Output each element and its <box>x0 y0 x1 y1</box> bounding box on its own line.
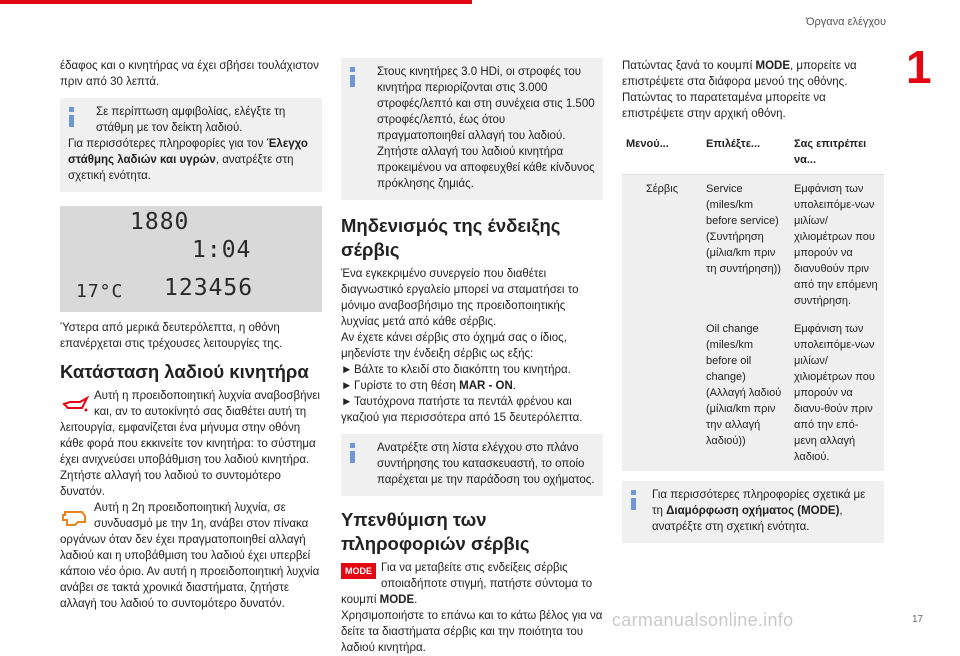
table-cell: Εμφάνιση των υπολειπόμε-νων μιλίων/χιλιομέτρων που μπορούν να διανυθούν πριν από την επόμενη συντήρηση. <box>790 175 884 316</box>
after-photo-text: Ύστερα από μερικά δευτερόλεπτα, η οθόνη επανέρχεται στις τρέχουσες λειτουργίες της. <box>60 322 283 350</box>
arrows-paragraph: Χρησιμοποιήστε το επάνω και το κάτω βέλος για να δείτε τα διαστήματα σέρβις και την ποιότητα του λαδιού κινητήρα. <box>341 610 603 654</box>
info-icon <box>69 107 75 127</box>
checklist-note <box>341 434 603 496</box>
checklist-note-text: Ανατρέξτε στη λίστα ελέγχου στο πλάνο συντήρησης του κατασκευαστή, το οποίο παρέχεται με την παράδοση του οχήματος. <box>377 442 595 486</box>
section-heading: Κατάσταση λαδιού κινητήρα <box>60 361 309 382</box>
oil-can-icon <box>60 390 90 420</box>
note-line: Σε περίπτωση αμφιβολίας, ελέγξτε τη στάθμη με τον δείκτη λαδιού. <box>96 106 286 134</box>
header-title: Όργανα ελέγχου <box>806 16 886 28</box>
lcd-temperature: 17°C <box>76 281 124 302</box>
info-note <box>60 98 322 192</box>
column-2 <box>341 58 603 656</box>
reset-paragraph-1: Ένα εγκεκριμένο συνεργείο που διαθέτει διαγνωστικό εργαλείο μπορεί να σταματήσει το μόνιμο αναβοσβήσιμο της προειδοποιητικής λυχνίας μετά από κάθε σέρβις. <box>341 268 579 328</box>
info-icon <box>350 443 356 463</box>
info-icon <box>350 67 356 87</box>
bullet-item: ► Ταυτόχρονα πατήστε τα πεντάλ φρένου και γκαζιού για περισσότερα από 15 δευτερόλεπτα. <box>341 396 583 424</box>
info-icon <box>631 490 637 510</box>
table-header: Σας επιτρέπει να... <box>790 130 884 175</box>
table-cell: Εμφάνιση των υπολειπόμε-νων μιλίων/χιλιομέτρων που μπορούν να διανυ-θούν πριν από την επό-μενη αλλαγή λαδιού. <box>790 315 884 471</box>
table-header: Επιλέξτε... <box>702 130 790 175</box>
long-press-paragraph: Πατώντας το παρατεταμένα μπορείτε να επιστρέψετε στην αρχική οθόνη. <box>622 92 826 120</box>
mode-config-note <box>622 481 884 543</box>
reset-paragraph-2: Αν έχετε κάνει σέρβις στο όχημά σας ο ίδιος, μηδενίστε την ένδειξη σέρβις ως εξής: <box>341 332 567 360</box>
mode-button-icon: MODE <box>341 563 376 579</box>
table-header: Μενού... <box>622 130 702 175</box>
note-bold: Έλεγχο στάθμης λαδιών και υγρών <box>68 138 308 166</box>
top-accent-bar <box>0 0 472 4</box>
table-cell <box>622 315 702 471</box>
hdi-note-text: Στους κινητήρες 3.0 HDi, οι στροφές του κινητήρα περιορίζονται στις 3.000 στροφές/λεπτό και στη συνέχεια στις 1.500 στροφές/λεπτό, έως ότου πραγματοποιηθεί αλλαγή του λαδιού. Ζητήστε αλλαγή του λαδιού κινητήρα προκειμένου να αποφευχθεί κάθε κίνδυνος πρόκλησης ζημιάς. <box>377 66 595 190</box>
chapter-number: 1 <box>906 41 932 93</box>
lcd-odometer: 123456 <box>164 275 254 301</box>
table-row <box>622 175 884 316</box>
bullet-arrow-icon: ► <box>341 364 353 376</box>
reminder-heading: Υπενθύμιση των πληροφοριών σέρβις <box>341 509 530 554</box>
menu-table <box>622 130 884 471</box>
table-row <box>622 315 884 471</box>
oil-second-warning-paragraph: Αυτή η 2η προειδοποιητική λυχνία, σε συνδυασμό με την 1η, ανάβει στον πίνακα οργάνων όταν δεν έχει πραγματοποιηθεί αλλαγή λαδιού και η υποβάθμιση του λαδιού έχει υπερβεί κάποιο νέο όριο. Αν αυτή η προειδοποιητική λυχνία ανάβει σε τακτά χρονικά διαστήματα, ζητήστε αλλαγή του λαδιού το συντομότερο δυνατόν. <box>60 502 320 610</box>
table-cell: Service (miles/km before service) (Συντήρηση (μίλια/km πριν τη συντήρηση)) <box>702 175 790 316</box>
note-text: Για περισσότερες πληροφορίες για τον Έλεγχο στάθμης λαδιών και υγρών, ανατρέξτε στη σχετική ενότητα. <box>68 138 308 182</box>
bullet-item: ► Βάλτε το κλειδί στο διακόπτη του κινητήρα. <box>341 364 571 376</box>
engine-icon <box>60 502 90 532</box>
oil-warning-paragraph: Αυτή η προειδοποιητική λυχνία αναβοσβήνει και, αν το αυτοκίνητό σας διαθέτει αυτή τη λειτουργία, εμφανίζεται ένα μήνυμα στην οθόνη κάθε φορά που εκκινείτε τον κινητήρα: το σύστημα έχει ανιχνεύσει υποβάθμιση του λαδιού κινητήρα. Ζητήστε αλλαγή του λαδιού το συντομότερο δυνατόν. <box>60 390 320 498</box>
watermark: carmanualsonline.info <box>612 610 794 630</box>
table-cell: Oil change (miles/km before oil change) (Αλλαγή λαδιού (μίλια/km πριν την αλλαγή λαδιού)) <box>702 315 790 471</box>
table-cell: Σέρβις <box>622 175 702 316</box>
mode-paragraph: MODE Για να μεταβείτε στις ενδείξεις σέρβις οποιαδήποτε στιγμή, πατήστε σύντομα το κουμπί MODE. <box>341 562 593 606</box>
intro-text: έδαφος και ο κινητήρας να έχει σβήσει τουλάχιστον πριν από 30 λεπτά. <box>60 60 319 88</box>
bullet-item: ► Γυρίστε το στη θέση MAR - ON. <box>341 380 516 392</box>
column-3 <box>622 58 884 543</box>
lcd-time: 1:04 <box>192 237 252 263</box>
display-photo <box>60 206 322 312</box>
bullet-arrow-icon: ► <box>341 380 353 392</box>
mode-return-paragraph: Πατώντας ξανά το κουμπί MODE, μπορείτε να επιστρέψετε στα διάφορα μενού της οθόνης. <box>622 60 857 88</box>
reset-heading: Μηδενισμός της ένδειξης σέρβις <box>341 215 561 260</box>
bullet-arrow-icon: ► <box>341 396 353 408</box>
hdi-note <box>341 58 603 200</box>
mode-config-note-text: Για περισσότερες πληροφορίες σχετικά με τη Διαμόρφωση οχήματος (MODE), ανατρέξτε στη σχετική ενότητα. <box>652 489 866 533</box>
page-number: 17 <box>912 614 924 625</box>
lcd-top-value: 1880 <box>130 209 190 235</box>
column-1 <box>60 58 322 612</box>
